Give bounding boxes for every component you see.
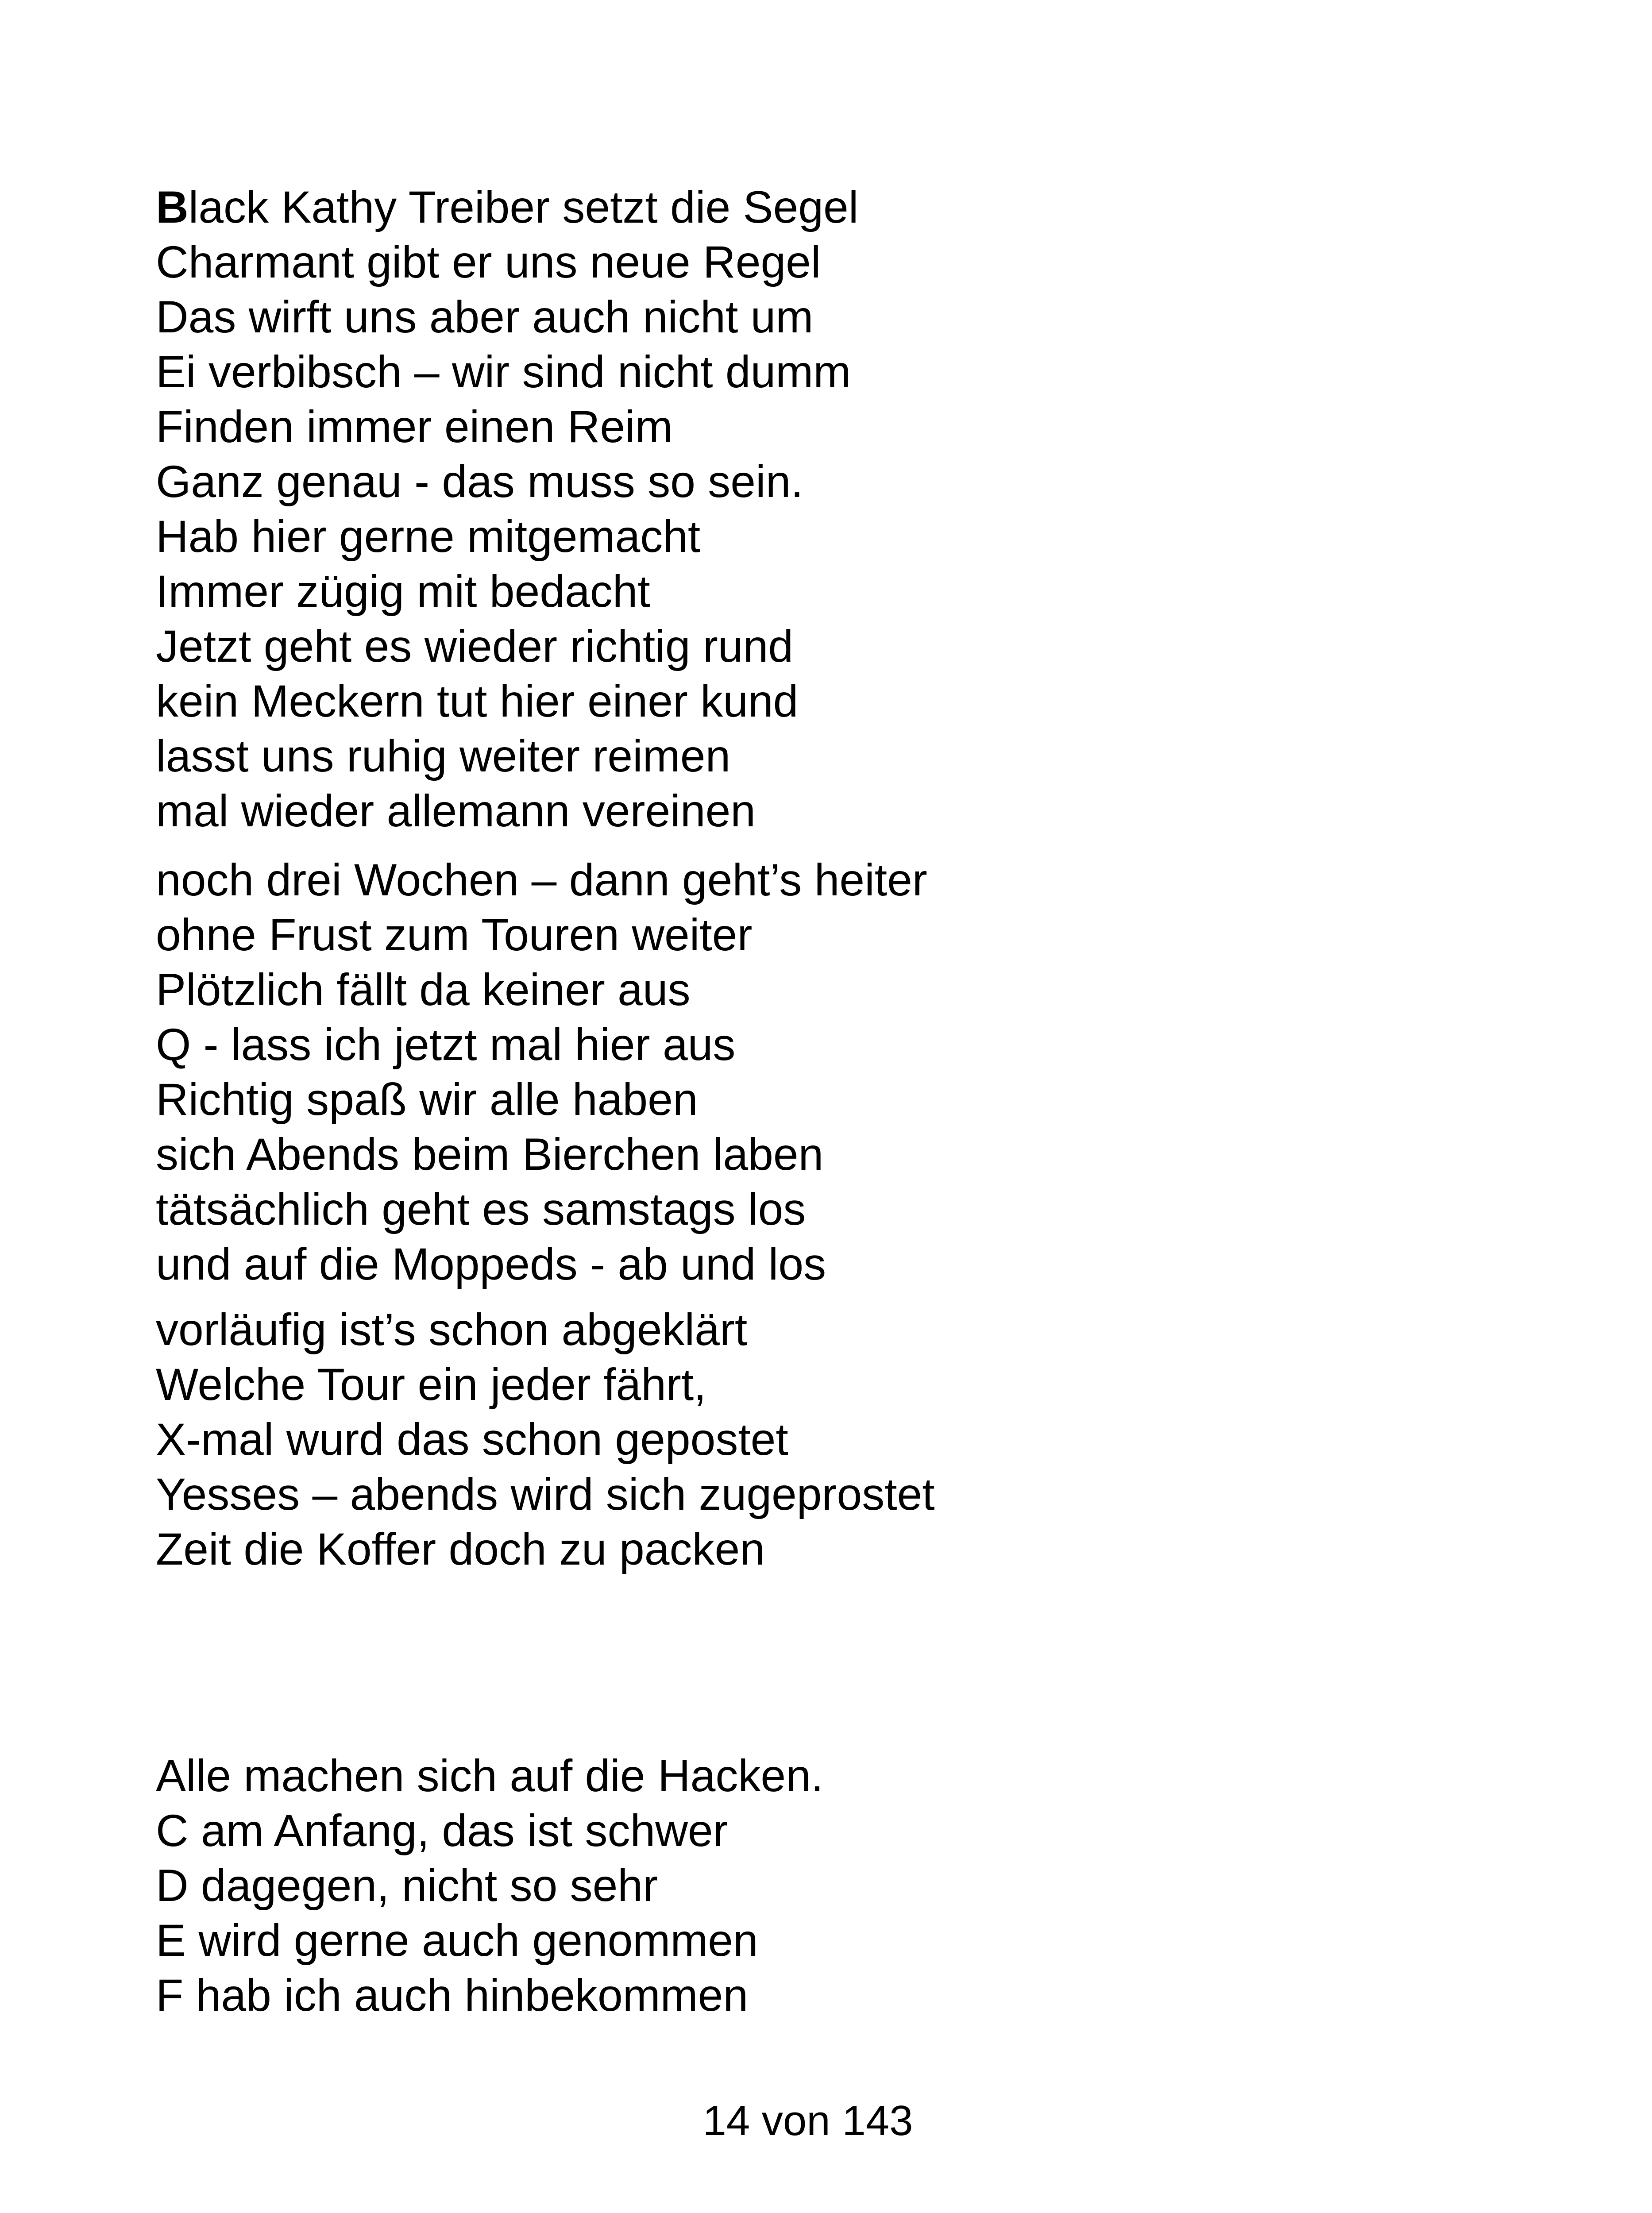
- poem-line: [156, 180, 858, 235]
- poem-line: vorläufig ist’s schon abgeklärt: [156, 1304, 748, 1355]
- poem-line: sich Abends beim Bierchen laben: [156, 1129, 824, 1180]
- poem-line: Charmant gibt er uns neue Regel: [156, 237, 821, 287]
- poem-line: tätsächlich geht es samstags los: [156, 1184, 806, 1234]
- poem-line: X-mal wurd das schon gepostet: [156, 1414, 788, 1465]
- poem-line: Ei verbibsch – wir sind nicht dumm: [156, 347, 851, 397]
- poem-line: Plötzlich fällt da keiner aus: [156, 964, 691, 1015]
- poem-line: kein Meckern tut hier einer kund: [156, 676, 799, 726]
- poem-line: E wird gerne auch genommen: [156, 1915, 758, 1966]
- poem-stanza-3: [156, 1302, 935, 1577]
- poem-line: Immer zügig mit bedacht: [156, 566, 650, 617]
- poem-stanza-2: [156, 852, 927, 1292]
- poem-line: mal wieder allemann vereinen: [156, 786, 756, 836]
- poem-line: Jetzt geht es wieder richtig rund: [156, 621, 794, 671]
- page-number: 14 von 143: [702, 2097, 913, 2144]
- poem-line: Alle machen sich auf die Hacken.: [156, 1750, 824, 1801]
- poem-line: Ganz genau - das muss so sein.: [156, 456, 803, 507]
- poem-line: Das wirft uns aber auch nicht um: [156, 292, 814, 342]
- poem-line: Welche Tour ein jeder fährt,: [156, 1359, 706, 1410]
- poem-line: Hab hier gerne mitgemacht: [156, 511, 701, 562]
- poem-line: noch drei Wochen – dann geht’s heiter: [156, 855, 927, 905]
- poem-line: Richtig spaß wir alle haben: [156, 1074, 698, 1125]
- poem-stanza-4: [156, 1748, 823, 2023]
- poem-line: und auf die Moppeds - ab und los: [156, 1239, 826, 1289]
- drop-initial: B: [156, 182, 189, 232]
- poem-line: F hab ich auch hinbekommen: [156, 1970, 749, 2020]
- poem-line: C am Anfang, das ist schwer: [156, 1805, 728, 1856]
- poem-stanza-1: [156, 180, 858, 838]
- poem-line: ohne Frust zum Touren weiter: [156, 910, 753, 960]
- poem-line: Yesses – abends wird sich zugeprostet: [156, 1469, 935, 1519]
- poem-line: Finden immer einen Reim: [156, 401, 673, 452]
- first-line-text: lack Kathy Treiber setzt die Segel: [188, 182, 859, 232]
- poem-line: D dagegen, nicht so sehr: [156, 1860, 658, 1911]
- poem-line: Zeit die Koffer doch zu packen: [156, 1524, 765, 1574]
- poem-line: Q - lass ich jetzt mal hier aus: [156, 1019, 736, 1070]
- poem-line: lasst uns ruhig weiter reimen: [156, 731, 731, 781]
